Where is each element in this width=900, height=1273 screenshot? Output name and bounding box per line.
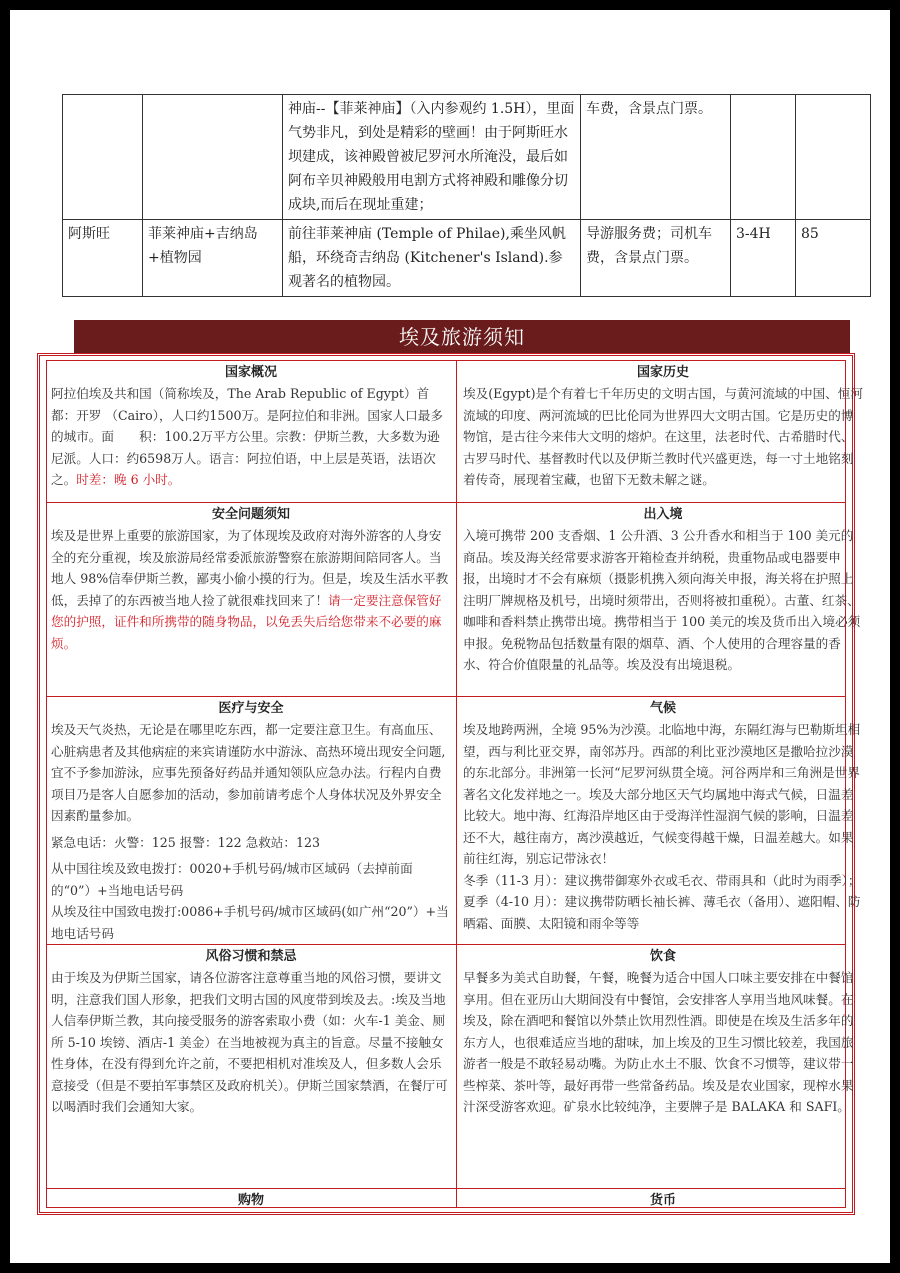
- customs-section: [463, 505, 863, 695]
- climate-text: 埃及地跨两洲，全境 95%为沙漠。北临地中海，东隔红海与巴勒斯坦相望，西与利比亚交界，南邻苏丹。西部的利比亚沙漠地区是撒哈拉沙漠的东北部分。非洲第一长河“尼罗河纵贯全境。河谷两岸和三角洲是世界著名文化发祥地之一。埃及大部分地区天气均属地中海式气候，日温差比较大。地中海、红海沿岸地区由于受海洋性湿润气候的影响，日温差还不大，越往南方，离沙漠越近，气候变得越干燥，日温差越大。如果前往红海，别忘记带泳衣！: [463, 722, 861, 866]
- detail-cell: 前往菲莱神庙 (Temple of Philae),乘坐风帆船，环绕奇吉纳岛 (Kitchener's Island).参观著名的植物园。: [283, 220, 581, 297]
- overview-title: 国家概况: [224, 365, 277, 380]
- climate-section: [463, 699, 863, 943]
- safety-section: [51, 505, 451, 695]
- safety-text: 埃及是世界上重要的旅游国家，为了体现埃及政府对海外游客的人身安全的充分重视，埃及旅游局经常委派旅游警察在旅游期间陪同客人。当地人 98%信奉伊斯兰教，鄙夷小偷小摸的行为。但是，埃及生活水平教低，丢掉了的东西被当地人捡了就很难找回来了！: [51, 528, 449, 608]
- section-banner: 埃及旅游须知: [74, 320, 850, 353]
- table-row: [63, 95, 871, 220]
- overview-text: 阿拉伯埃及共和国（简称埃及，The Arab Republic of Egypt）首都：开罗 （Cairo），人口约1500万。是阿拉伯和非洲。国家人口最多的城市。面 积：100.2万平方公里。宗教：伊斯兰教，大多数为逊尼派。人口：约6598万人。语言：阿拉伯语，中上层是英语，法语次之。: [51, 386, 443, 487]
- history-section: [463, 363, 863, 501]
- winter-advice: 冬季（11-3 月）：建议携带御寒外衣或毛衣、带雨具和（此时为雨季）；: [463, 872, 861, 888]
- etiquette-section: [51, 947, 451, 1187]
- grid-divider: [456, 361, 457, 1207]
- emergency-numbers: 紧急电话：火警：125 报警：122 急救站：123: [51, 834, 321, 850]
- etiquette-title: 风俗习惯和禁忌: [205, 949, 297, 964]
- price-cell: [796, 95, 871, 220]
- notice-grid: [46, 360, 863, 1208]
- dial-from-china: 从中国往埃及致电拨打：0020+手机号码/城市区域码（去掉前面的“0”）+当地电话号码: [51, 861, 413, 898]
- history-text: 埃及(Egypt)是个有着七千年历史的文明古国，与黄河流域的中国、恒河流域的印度、两河流域的巴比伦同为世界四大文明古国。它是历史的博物馆，是古往今来伟大文明的熔炉。在这里，法老时代、古希腊时代、古罗马时代、基督教时代以及伊斯兰教时代兴盛更迭，每一寸土地铭刻着传奇，展现着宝藏，也留下无数未解之谜。: [463, 386, 863, 487]
- item-cell: [143, 95, 283, 220]
- includes-cell: 车费，含景点门票。: [581, 95, 731, 220]
- price-cell: 85: [796, 220, 871, 297]
- shopping-section: [51, 1191, 451, 1213]
- history-title: 国家历史: [636, 365, 689, 380]
- grid-divider: [47, 502, 845, 503]
- climate-title: 气候: [649, 701, 676, 716]
- customs-title: 出入境: [643, 507, 683, 522]
- duration-cell: [731, 95, 796, 220]
- grid-divider: [47, 944, 845, 945]
- food-section: [463, 947, 863, 1187]
- overview-section: [51, 363, 451, 501]
- itinerary-table: [62, 94, 871, 297]
- city-cell: [63, 95, 143, 220]
- food-title: 饮食: [649, 949, 676, 964]
- includes-cell: 导游服务费；司机车费，含景点门票。: [581, 220, 731, 297]
- dial-to-china: 从埃及往中国致电拨打:0086+手机号码/城市区域码(如广州“20”）+当地电话号码: [51, 904, 449, 941]
- page: [10, 10, 890, 1263]
- timezone-note: 时差：晚 6 小时。: [76, 472, 181, 487]
- customs-text: 入境可携带 200 支香烟、1 公升酒、3 公升香水和相当于 100 美元的商品。埃及海关经常要求游客开箱检查并纳税，贵重物品或电器要申报，出境时才不会有麻烦（摄影机携入须向海关申报，海关将在护照上注明厂牌规格及机号，出境时须带出，否则将被扣重税）。古董、红茶、咖啡和香料禁止携带出境。携带相当于 100 美元的埃及货币出入境必须申报。免税物品包括数量有限的烟草、酒、个人使用的合理容量的香水、符合价值限量的礼品等。埃及没有出境退税。: [463, 528, 861, 672]
- grid-divider: [47, 696, 845, 697]
- safety-warning: 请一定要注意保管好您的护照，证件和所携带的随身物品，以免丢失后给您带来不必要的麻烦。: [51, 592, 442, 651]
- city-cell: 阿斯旺: [63, 220, 143, 297]
- table-row: [63, 220, 871, 297]
- duration-cell: 3-4H: [731, 220, 796, 297]
- currency-title: 货币: [649, 1193, 676, 1208]
- grid-divider: [47, 1188, 845, 1189]
- currency-section: [463, 1191, 863, 1213]
- safety-title: 安全问题须知: [211, 507, 290, 522]
- etiquette-text: 由于埃及为伊斯兰国家，请各位游客注意尊重当地的风俗习惯，要讲文明，注意我们国人形象，把我们文明古国的风度带到埃及去。:埃及当地人信奉伊斯兰教，其向接受服务的游客索取小费（如：火车-1 美金、厕所 5-10 埃镑、酒店-1 美金）在当地被视为真主的旨意。尽量不接触女性身体，在没有得到允许之前，不要把相机对准埃及人，但多数人会乐意接受（但是不要拍军事禁区及政府机关）。伊斯兰国家禁酒，在餐厅可以喝酒时我们会通知大家。: [51, 970, 448, 1114]
- summer-advice: 夏季（4-10 月）：建议携带防晒长袖长裤、薄毛衣（备用）、遮阳帽、防晒霜、面膜、太阳镜和雨伞等等: [463, 894, 861, 931]
- medical-text: 埃及天气炎热，无论是在哪里吃东西，都一定要注意卫生。有高血压、心脏病患者及其他病症的来宾请谨防水中游泳、高热环境出现安全问题,宜不予参加游泳，应事先预备好药品并通知领队应急办法。行程内自费项目乃是客人自愿参加的活动，参加前请考虑个人身体状况及外界安全因素酌量参加。: [51, 722, 446, 823]
- food-text: 早餐多为美式自助餐，午餐，晚餐为适合中国人口味主要安排在中餐馆享用。但在亚历山大期间没有中餐馆，会安排客人享用当地风味餐。在埃及，除在酒吧和餐馆以外禁止饮用烈性酒。即使是在埃及生活多年的东方人，也很难适应当地的甜味，加上埃及的卫生习惯比较差，我国旅游者一般是不敢轻易动嘴。为防止水土不服、饮食不习惯等，建议带一些榨菜、茶叶等，最好再带一些常备药品。埃及是农业国家，现榨水果汁深受游客欢迎。矿泉水比较纯净，主要牌子是 BALAKA 和 SAFI。: [463, 970, 854, 1114]
- medical-section: [51, 699, 451, 943]
- travel-notice-frame: [37, 353, 863, 1215]
- item-cell: 菲莱神庙+吉纳岛+植物园: [143, 220, 283, 297]
- shopping-title: 购物: [237, 1193, 264, 1208]
- medical-title: 医疗与安全: [218, 701, 284, 716]
- detail-cell: 神庙--【菲莱神庙】（入内参观约 1.5H），里面气势非凡，到处是精彩的壁画！由于阿斯旺水坝建成，该神殿曾被尼罗河水所淹没，最后如阿布辛贝神殿般用电割方式将神殿和雕像分切成块,而后在现址重建；: [283, 95, 581, 220]
